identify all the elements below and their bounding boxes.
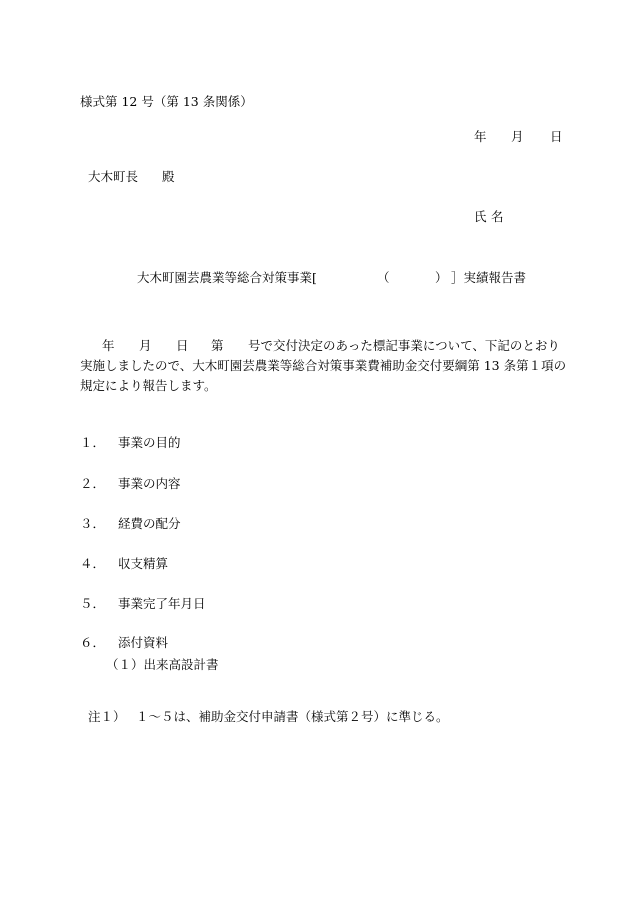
body-line-2: 実施しましたので、大木町園芸農業等総合対策事業費補助金交付要綱第 13 条第１項の [80,358,567,373]
item-label: 経費の配分 [118,516,181,531]
list-item [80,598,206,611]
list-item [80,518,181,531]
date-month-label: 月 [510,128,524,144]
recipient-title: 大木町長 [87,168,138,184]
body-line-1-rest: 号で交付決定のあった標記事業について、下記のとおり [248,338,560,353]
name-label-first: 氏 [473,208,487,224]
sub-list-item: （１）出来高設計書 [106,657,219,672]
title-open-bracket: [ [311,269,317,285]
item-number: ６． [80,635,106,650]
date-day-label: 日 [549,128,563,144]
title-close-bracket: ］ [450,269,464,285]
recipient [80,158,174,183]
document-title [129,259,526,284]
body-dai: 第 [211,338,224,353]
list-item [80,437,181,450]
item-number: ３． [80,516,106,531]
title-main: 大木町園芸農業等総合対策事業 [136,269,312,285]
title-suffix: 実績報告書 [463,269,526,285]
title-open-paren: （ [376,269,390,285]
item-number: ５． [80,596,106,611]
item-label: 収支精算 [118,556,169,571]
footnote-text: １～５は、補助金交付申請書（様式第２号）に準じる。 [135,708,449,724]
list-item [80,558,168,571]
item-number: ４． [80,556,106,571]
body-line-1 [80,336,560,356]
body-day: 日 [176,338,189,353]
item-number: １． [80,435,106,450]
footnote-label: 注１） [87,708,126,724]
date-year-label: 年 [473,128,487,144]
body-year: 年 [102,338,115,353]
body-paragraph [80,336,567,396]
date-line [466,118,562,143]
body-line-3: 規定により報告します。 [80,378,217,393]
item-label: 事業の目的 [118,435,181,450]
item-label: 事業の内容 [118,476,181,491]
recipient-honorific: 殿 [161,168,175,184]
applicant-name-field [466,198,503,223]
item-label: 添付資料 [118,635,169,650]
body-month: 月 [139,338,152,353]
item-number: ２． [80,476,106,491]
name-label-second: 名 [490,208,504,224]
list-item [80,478,181,491]
title-close-paren: ） [434,269,448,285]
item-label: 事業完了年月日 [118,596,206,611]
form-number: 様式第 12 号（第 13 条関係） [80,94,253,109]
list-item [80,637,168,650]
footnote [80,698,448,723]
